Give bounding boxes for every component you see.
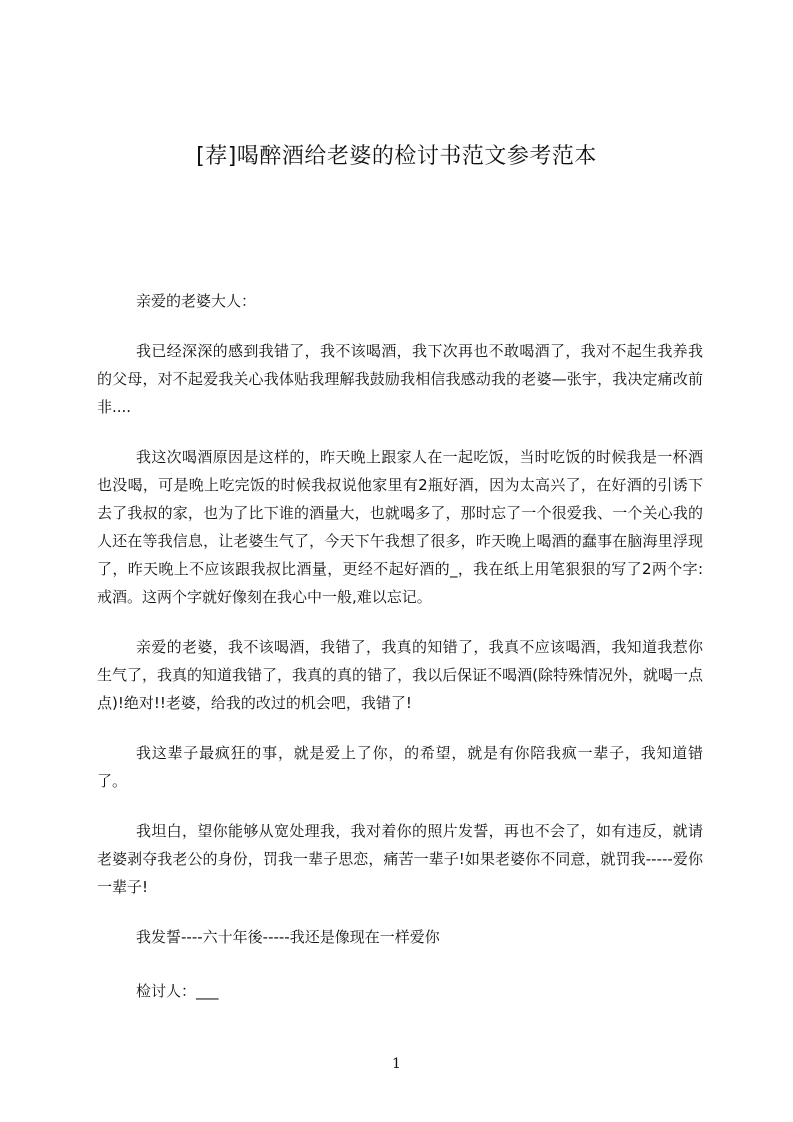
paragraph-apology: 我已经深深的感到我错了，我不该喝酒，我下次再也不敢喝酒了，我对不起生我养我的父母，对不起爱我关心我体贴我理解我鼓励我相信我感动我的老婆—张宇，我决定痛改前非.... <box>97 342 703 416</box>
paragraph-confession: 我坦白，望你能够从宽处理我，我对着你的照片发誓，再也不会了，如有违反，就请老婆剥夺我老公的身份，罚我一辈子思恋，痛苦一辈子!如果老婆你不同意，就罚我-----爱你一辈子! <box>97 822 703 896</box>
paragraph-reason: 我这次喝酒原因是这样的，昨天晚上跟家人在一起吃饭，当时吃饭的时候我是一杯酒也没喝，可是晚上吃完饭的时候我叔说他家里有2瓶好酒，因为太高兴了，在好酒的引诱下去了我叔的家，也为了比下谁的酒量大，也就喝多了，那时忘了一个很爱我、一个关心我的人还在等我信息，让老婆生气了，今天下午我想了很多，昨天晚上喝酒的蠢事在脑海里浮现了，昨天晚上不应该跟我叔比酒量，更经不起好酒的_，我在纸上用笔狠狠的写了2两个字:戒酒。这两个字就好像刻在我心中一般,难以忘记。 <box>97 448 703 606</box>
document-title: [荐]喝醉酒给老婆的检讨书范文参考范本 <box>196 144 597 169</box>
paragraph-love: 我这辈子最疯狂的事，就是爱上了你，的希望，就是有你陪我疯一辈子，我知道错了。 <box>97 744 703 790</box>
paragraph-admission: 亲爱的老婆，我不该喝酒，我错了，我真的知错了，我真不应该喝酒，我知道我惹你生气了，我真的知道我错了，我真的真的错了，我以后保证不喝酒(除特殊情况外，就喝一点点)!绝对!!老婆，给我的改过的机会吧，我错了! <box>97 638 703 712</box>
salutation: 亲爱的老婆大人： <box>136 292 257 310</box>
page-number: 1 <box>392 1056 401 1072</box>
vow-line: 我发誓----六十年後-----我还是像现在一样爱你 <box>136 928 440 946</box>
signature-line: 检讨人：___ <box>136 982 219 1000</box>
document-body <box>97 287 703 1031</box>
